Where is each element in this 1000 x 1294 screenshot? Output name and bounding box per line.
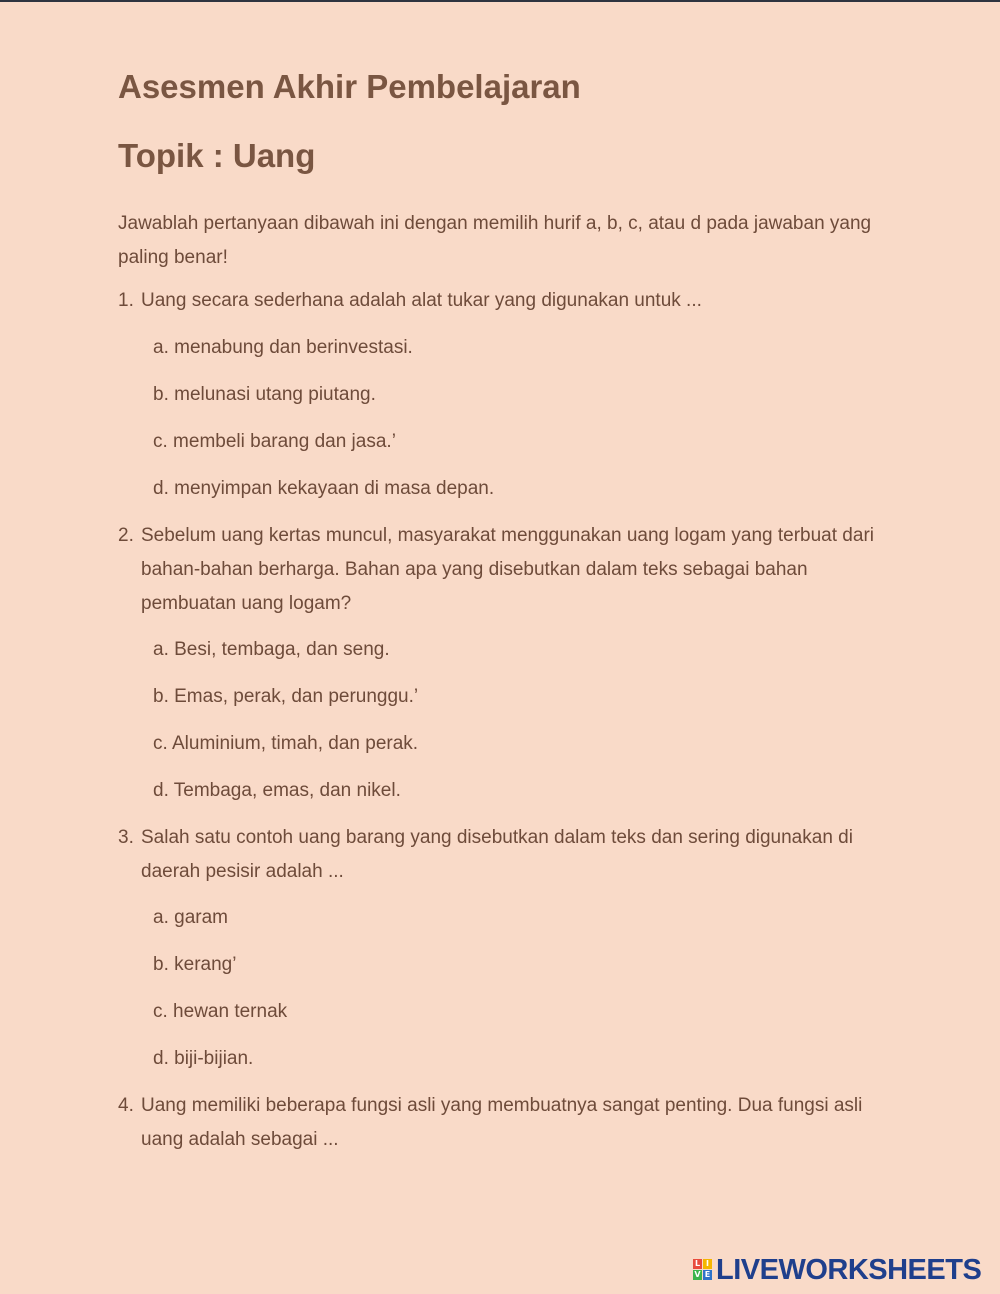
question-number: 3. — [118, 827, 134, 848]
liveworksheets-logo-icon — [693, 1259, 713, 1281]
question-text: Sebelum uang kertas muncul, masyarakat menggunakan uang logam yang terbuat dari bahan-bahan berharga. Bahan apa yang disebutkan dalam teks sebagai bahan pembuatan uang logam? — [141, 525, 874, 614]
option-1c[interactable]: c. membeli barang dan jasa.’ — [153, 431, 396, 452]
logo-letter: I — [703, 1259, 712, 1269]
option-1b[interactable]: b. melunasi utang piutang. — [153, 384, 376, 405]
option-3c[interactable]: c. hewan ternak — [153, 1001, 288, 1022]
logo-text: LIVEWORKSHEETS — [716, 1253, 982, 1286]
question-1 — [118, 284, 888, 318]
logo-letter: L — [694, 1259, 701, 1268]
question-2 — [118, 519, 888, 621]
logo-letter: V — [694, 1270, 701, 1279]
liveworksheets-logo — [693, 1255, 981, 1285]
option-3a[interactable]: a. garam — [153, 907, 228, 928]
topic-heading: Topik : Uang — [118, 137, 316, 174]
question-4 — [118, 1089, 888, 1157]
option-2c[interactable]: c. Aluminium, timah, dan perak. — [153, 733, 419, 754]
question-number: 1. — [118, 290, 134, 311]
page-title: Asesmen Akhir Pembelajaran — [118, 68, 581, 105]
option-1a[interactable]: a. menabung dan berinvestasi. — [153, 337, 413, 358]
option-2a[interactable]: a. Besi, tembaga, dan seng. — [153, 639, 390, 660]
question-text: Uang secara sederhana adalah alat tukar yang digunakan untuk ... — [141, 290, 702, 311]
logo-letter: E — [704, 1270, 711, 1279]
question-3 — [118, 821, 888, 889]
question-number: 4. — [118, 1095, 134, 1116]
question-text: Uang memiliki beberapa fungsi asli yang membuatnya sangat penting. Dua fungsi asli uang adalah sebagai ... — [141, 1095, 863, 1150]
option-1d[interactable]: d. menyimpan kekayaan di masa depan. — [153, 478, 495, 499]
question-number: 2. — [118, 525, 134, 546]
option-2b[interactable]: b. Emas, perak, dan perunggu.’ — [153, 686, 419, 707]
question-text: Salah satu contoh uang barang yang disebutkan dalam teks dan sering digunakan di daerah pesisir adalah ... — [141, 827, 853, 882]
option-3d[interactable]: d. biji-bijian. — [153, 1048, 254, 1069]
option-2d[interactable]: d. Tembaga, emas, dan nikel. — [153, 780, 401, 801]
instruction-text: Jawablah pertanyaan dibawah ini dengan memilih hurif a, b, c, atau d pada jawaban yang paling benar! — [118, 213, 872, 268]
top-border-line — [0, 0, 1000, 2]
option-3b[interactable]: b. kerang’ — [153, 954, 237, 975]
